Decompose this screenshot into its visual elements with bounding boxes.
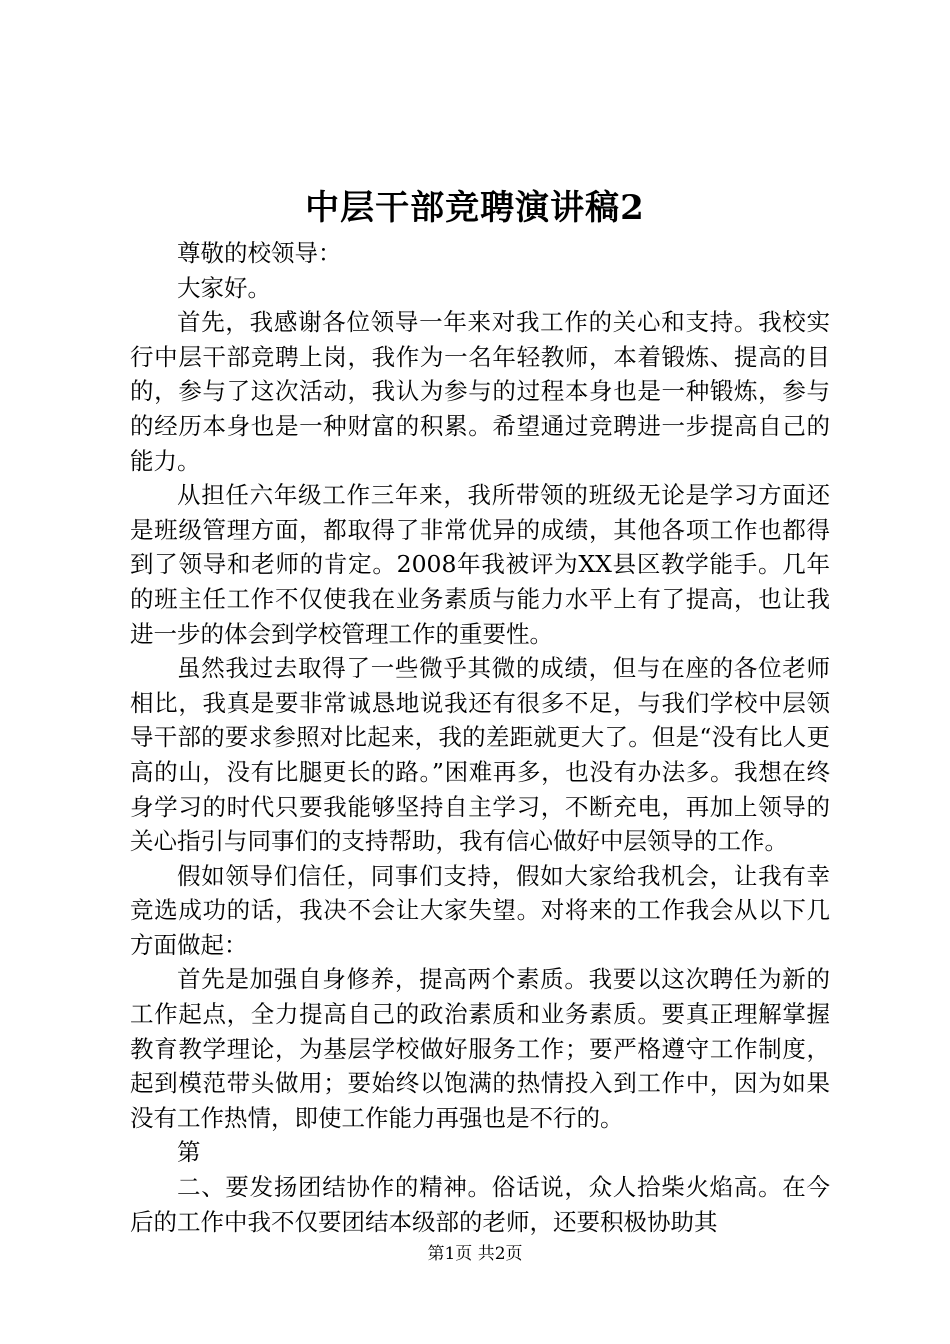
page-footer: 第1页 共2页 xyxy=(427,1244,523,1264)
paragraph-first-point: 首先是加强自身修养，提高两个素质。我要以这次聘任为新的工作起点，全力提高自己的政治素质和业务素质。要真正理解掌握教育教学理论，为基层学校做好服务工作；要严格遵守工作制度，起到模范带头做用；要始终以饱满的热情投入到工作中，因为如果没有工作热情，即使工作能力再强也是不行的。 xyxy=(130,965,830,1132)
paragraph-second-point: 二、要发扬团结协作的精神。俗话说，众人拾柴火焰高。在今后的工作中我不仅要团结本级部的老师，还要积极协助其 xyxy=(130,1173,830,1236)
paragraph-commitment: 假如领导们信任，同事们支持，假如大家给我机会，让我有幸竞选成功的话，我决不会让大家失望。对将来的工作我会从以下几方面做起： xyxy=(130,861,830,959)
paragraph-shortcomings: 虽然我过去取得了一些微乎其微的成绩，但与在座的各位老师相比，我真是要非常诚恳地说我还有很多不足，与我们学校中层领导干部的要求参照对比起来，我的差距就更大了。但是“没有比人更高的山，没有比腿更长的路。”困难再多，也没有办法多。我想在终身学习的时代只要我能够坚持自主学习，不断充电，再加上领导的关心指引与同事们的支持帮助，我有信心做好中层领导的工作。 xyxy=(130,654,830,856)
document-title: 中层干部竞聘演讲稿2 xyxy=(305,188,645,228)
paragraph-experience: 从担任六年级工作三年来，我所带领的班级无论是学习方面还是班级管理方面，都取得了非常优异的成绩，其他各项工作也都得到了领导和老师的肯定。2008年我被评为XX县区教学能手。几年的班主任工作不仅使我在业务素质与能力水平上有了提高，也让我进一步的体会到学校管理工作的重要性。 xyxy=(130,481,830,648)
paragraph-fragment: 第 xyxy=(177,1138,201,1167)
paragraph-thanks: 首先，我感谢各位领导一年来对我工作的关心和支持。我校实行中层干部竞聘上岗，我作为一名年轻教师，本着锻炼、提高的目的，参与了这次活动，我认为参与的过程本身也是一种锻炼，参与的经历本身也是一种财富的积累。希望通过竞聘进一步提高自己的能力。 xyxy=(130,308,830,475)
paragraph-greeting: 大家好。 xyxy=(177,273,271,302)
document-body xyxy=(130,236,830,1239)
paragraph-salutation: 尊敬的校领导： xyxy=(177,239,342,267)
